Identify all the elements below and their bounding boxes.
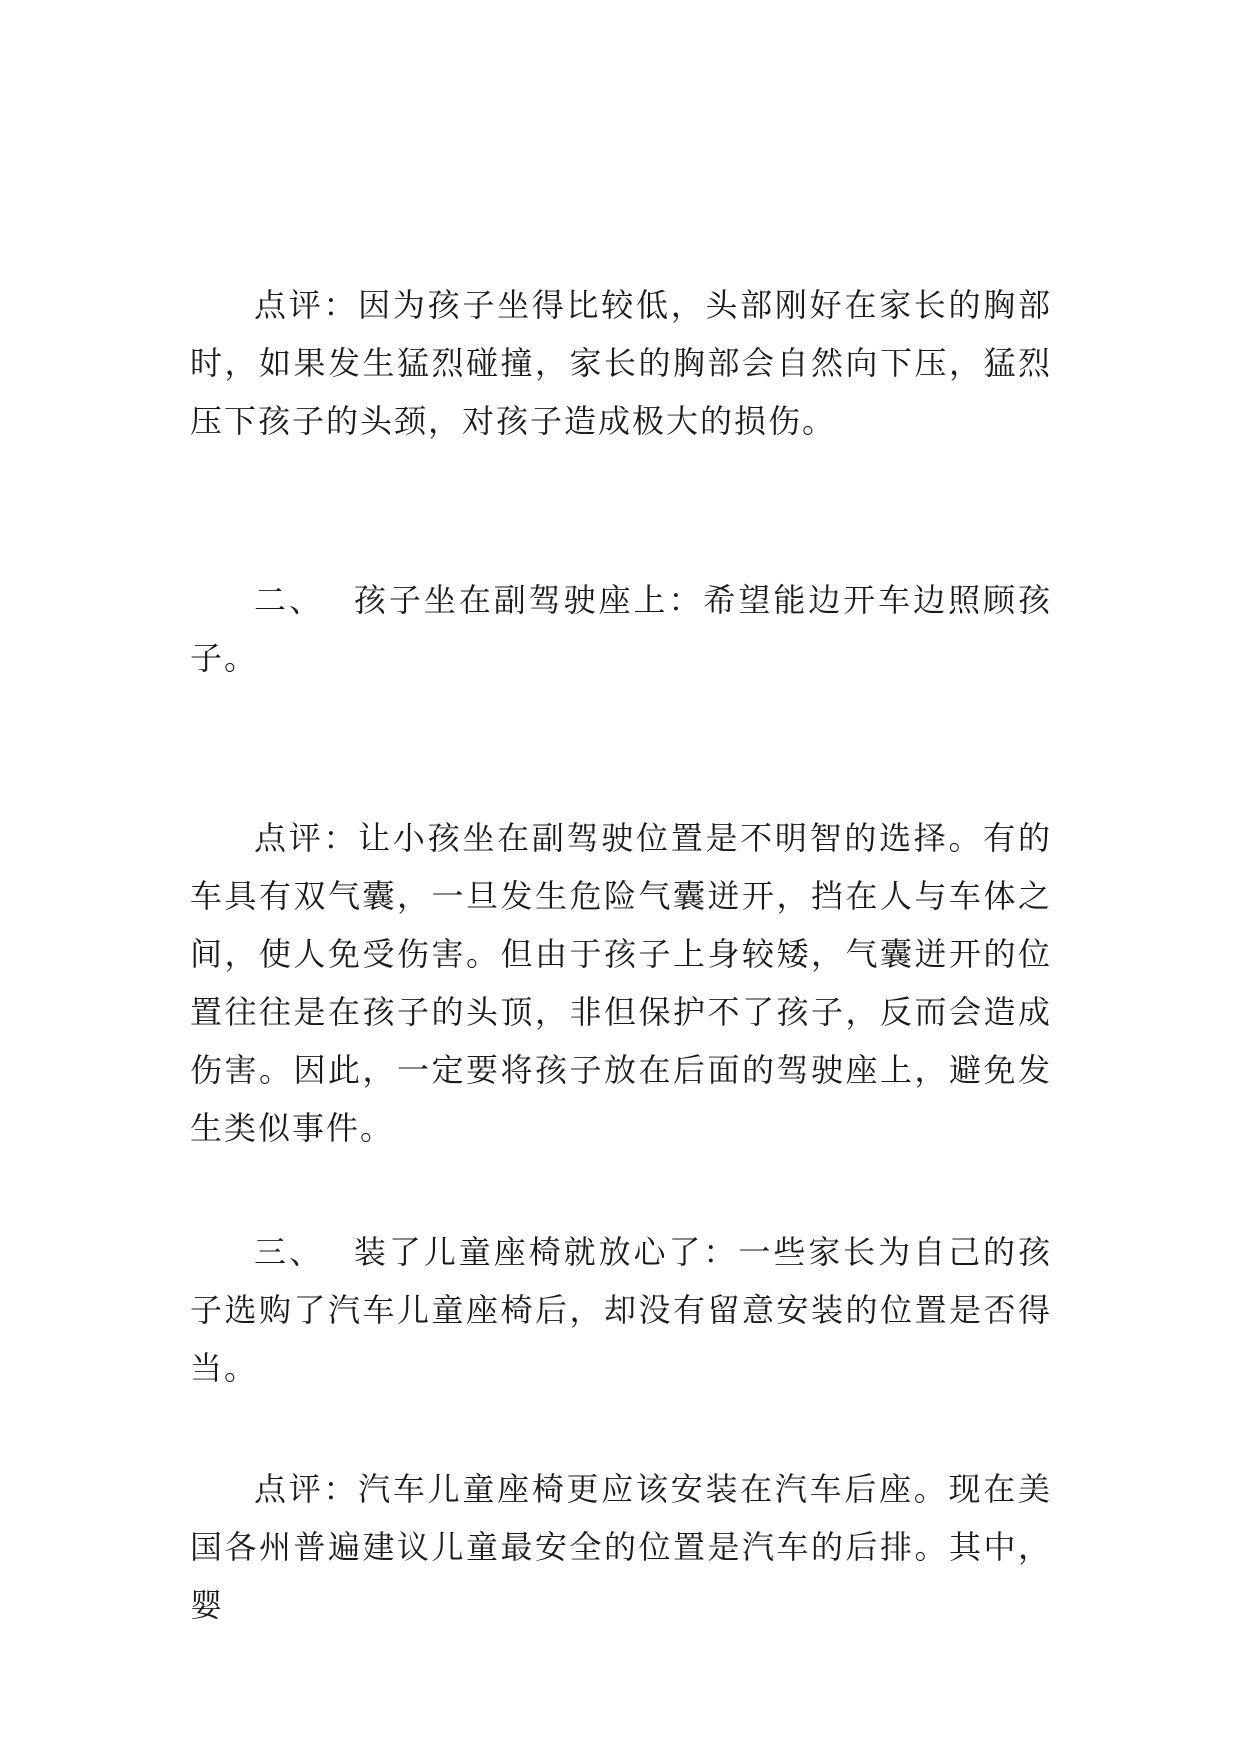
section-number: 三、 (254, 1233, 324, 1271)
section-heading-text: 装了儿童座椅就放心了：一些家长为自己的孩子选购了汽车儿童座椅后，却没有留意安装的位置是否得当。 (190, 1233, 1052, 1387)
comment-paragraph: 点评：因为孩子坐得比较低，头部刚好在家长的胸部时，如果发生猛烈碰撞，家长的胸部会自然向下压，猛烈压下孩子的头颈，对孩子造成极大的损伤。 (190, 286, 1052, 440)
comment-paragraph: 点评：让小孩坐在副驾驶位置是不明智的选择。有的车具有双气囊，一旦发生危险气囊迸开，挡在人与车体之间，使人免受伤害。但由于孩子上身较矮，气囊迸开的位置往往是在孩子的头顶，非但保护不了孩子，反而会造成伤害。因此，一定要将孩子放在后面的驾驶座上，避免发生类似事件。 (190, 819, 1052, 1147)
section-heading-2 (190, 571, 1052, 687)
section-heading-text: 孩子坐在副驾驶座上：希望能边开车边照顾孩子。 (190, 581, 1052, 677)
section-heading-3 (190, 1223, 1052, 1397)
comment-paragraph: 点评：汽车儿童座椅更应该安装在汽车后座。现在美国各州普遍建议儿童最安全的位置是汽车的后排。其中，婴 (190, 1470, 1052, 1624)
section-number: 二、 (254, 581, 324, 619)
